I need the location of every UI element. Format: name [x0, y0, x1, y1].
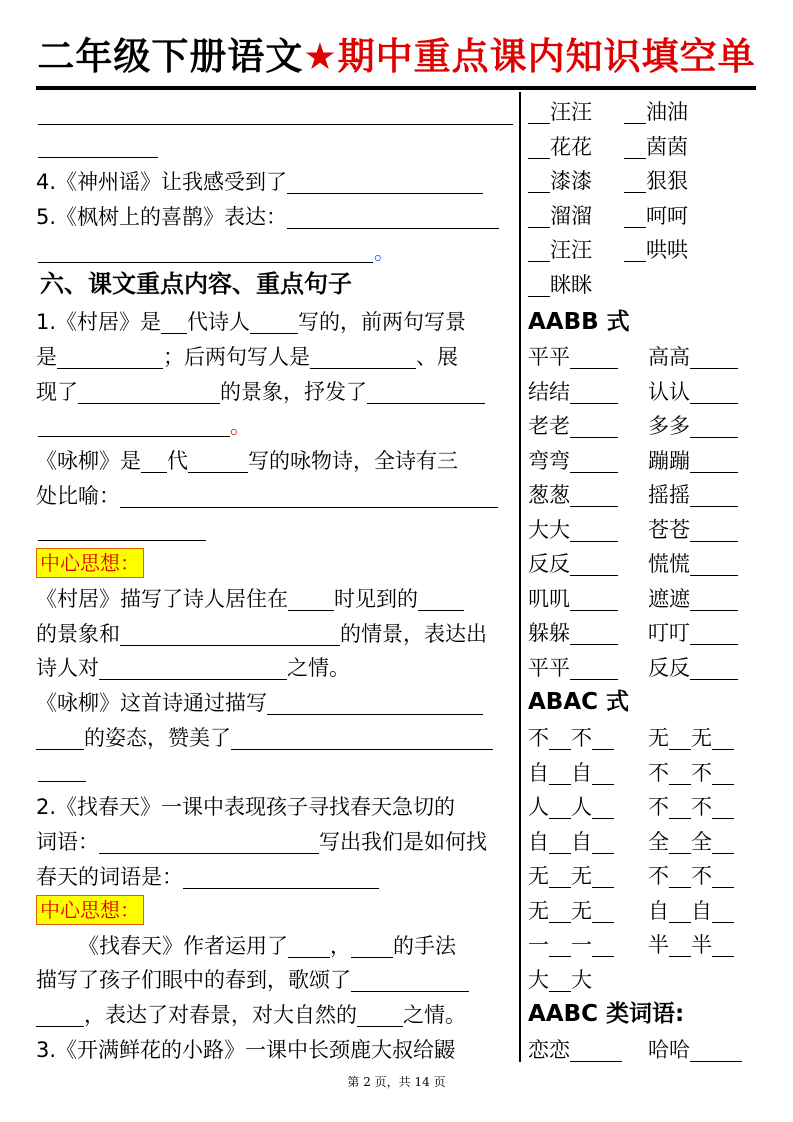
word-text: 花花 [550, 134, 592, 159]
word-text: 汪汪 [550, 100, 592, 124]
answer-blank[interactable] [367, 383, 485, 404]
word-item [528, 968, 592, 992]
word-item [528, 587, 618, 611]
answer-blank[interactable] [570, 417, 618, 438]
answer-blank[interactable] [690, 486, 738, 507]
word-item [648, 899, 734, 923]
answer-blank[interactable] [528, 103, 550, 124]
word-text: 呵呵 [646, 203, 688, 228]
word-item [528, 656, 618, 680]
word-text: 一 [571, 933, 592, 957]
word-item [648, 414, 738, 438]
center-idea-label: 中心思想： [36, 548, 144, 578]
word-item [528, 864, 614, 888]
word-item [648, 621, 738, 645]
answer-blank[interactable] [570, 452, 618, 473]
answer-blank[interactable] [570, 1041, 622, 1062]
word-text: 弯弯 [528, 448, 570, 473]
answer-blank[interactable] [669, 867, 691, 888]
word-text: 葱葱 [528, 483, 570, 507]
answer-blank[interactable] [231, 729, 493, 750]
answer-blank[interactable] [669, 833, 691, 854]
answer-blank[interactable] [141, 452, 167, 473]
answer-blank[interactable] [690, 624, 738, 645]
answer-blank[interactable] [549, 764, 571, 785]
word-item [624, 100, 688, 124]
word-text: 不 [691, 864, 712, 888]
answer-blank[interactable] [549, 936, 571, 957]
word-text: 大 [571, 967, 592, 992]
word-item [648, 587, 738, 611]
word-text: 高高 [648, 345, 690, 369]
word-item [648, 761, 734, 785]
answer-blank[interactable] [624, 172, 646, 193]
answer-blank[interactable] [357, 1006, 403, 1027]
word-text: 眯眯 [550, 272, 592, 297]
answer-blank[interactable] [624, 207, 646, 228]
q1-line: 1.《村居》是 代诗人 写的，前两句写景 [36, 310, 467, 334]
answer-blank[interactable] [712, 798, 734, 819]
answer-blank[interactable] [287, 173, 483, 194]
word-item [528, 345, 618, 369]
word-text: 油油 [646, 100, 688, 124]
q4-line: 4.《神州谣》让我感受到了 [36, 170, 483, 194]
word-item [528, 621, 618, 645]
word-text: 无 [691, 726, 712, 750]
word-item [528, 449, 618, 473]
word-text: 不 [691, 760, 712, 785]
answer-blank[interactable] [690, 590, 738, 611]
answer-blank[interactable] [351, 971, 469, 992]
word-text: 自 [571, 760, 592, 785]
word-item [624, 204, 688, 228]
answer-blank[interactable] [669, 936, 691, 957]
word-item [648, 380, 738, 404]
word-item [648, 795, 734, 819]
answer-blank[interactable] [624, 103, 646, 124]
answer-blank[interactable] [669, 764, 691, 785]
answer-blank[interactable] [690, 659, 738, 680]
word-text: 全 [648, 829, 669, 854]
word-text: 哈哈 [648, 1038, 690, 1062]
word-text: 半 [648, 933, 669, 957]
answer-blank[interactable] [669, 798, 691, 819]
word-text: 叮叮 [648, 621, 690, 645]
word-text: 自 [528, 829, 549, 854]
word-text: 恋恋 [528, 1038, 570, 1062]
answer-blank[interactable] [669, 902, 691, 923]
answer-blank[interactable] [36, 1006, 84, 1027]
answer-blank[interactable] [287, 208, 499, 229]
answer-line[interactable] [38, 436, 230, 437]
word-text: 不 [648, 864, 669, 888]
page-title: 二年级下册语文★期中重点课内知识填空单 [37, 35, 756, 78]
answer-blank[interactable] [592, 902, 614, 923]
word-text: 平平 [528, 345, 570, 369]
answer-blank[interactable] [351, 937, 393, 958]
answer-blank[interactable] [690, 417, 738, 438]
answer-blank[interactable] [712, 833, 734, 854]
word-item [528, 204, 592, 228]
column-divider [519, 92, 521, 1062]
word-item [528, 169, 592, 193]
answer-line[interactable] [38, 262, 373, 263]
section-heading: 六、课文重点内容、重点句子 [40, 270, 352, 298]
word-item [648, 1038, 742, 1062]
word-text: 叽叽 [528, 586, 570, 611]
center-idea-label: 中心思想： [36, 895, 144, 925]
answer-line[interactable] [38, 124, 513, 125]
answer-blank[interactable] [418, 590, 464, 611]
word-text: 自 [528, 760, 549, 785]
word-text: 不 [648, 795, 669, 819]
word-item [528, 414, 618, 438]
word-item [648, 552, 738, 576]
word-text: 大大 [528, 517, 570, 542]
word-item [624, 238, 688, 262]
word-text: 反反 [648, 655, 690, 680]
cunju-idea-line: 的景象和 的情景，表达出 [36, 622, 487, 646]
word-item [648, 483, 738, 507]
word-item [648, 345, 738, 369]
word-item [624, 135, 688, 159]
word-text: 无 [528, 898, 549, 923]
word-text: 自 [648, 898, 669, 923]
answer-blank[interactable] [310, 348, 416, 369]
zhaochuntian-idea-line: 描写了孩子们眼中的春到，歌颂了 [36, 968, 469, 992]
period-mark: 。 [230, 414, 251, 438]
word-text: 一 [528, 933, 549, 957]
word-item [648, 830, 734, 854]
word-item [528, 933, 614, 957]
word-text: 不 [571, 726, 592, 750]
answer-blank[interactable] [690, 452, 738, 473]
word-item [528, 100, 592, 124]
answer-blank[interactable] [669, 729, 691, 750]
q3-line: 3.《开满鲜花的小路》一课中长颈鹿大叔给鼹 [36, 1038, 456, 1062]
answer-blank[interactable] [690, 521, 738, 542]
word-item [528, 899, 614, 923]
answer-blank[interactable] [161, 313, 187, 334]
answer-blank[interactable] [549, 833, 571, 854]
word-item [648, 656, 738, 680]
answer-blank[interactable] [570, 624, 618, 645]
answer-blank[interactable] [57, 348, 163, 369]
word-text: 全 [691, 829, 712, 854]
word-text: 无 [648, 726, 669, 750]
q5-line: 5.《枫树上的喜鹊》表达： [36, 205, 499, 229]
yongliu-idea-line: 的姿态，赞美了 [36, 726, 493, 750]
answer-blank[interactable] [528, 138, 550, 159]
answer-blank[interactable] [188, 452, 248, 473]
answer-blank[interactable] [570, 590, 618, 611]
word-item [528, 761, 614, 785]
abac-heading: ABAC 式 [528, 689, 630, 715]
answer-blank[interactable] [288, 937, 330, 958]
answer-blank[interactable] [690, 1041, 742, 1062]
answer-blank[interactable] [712, 867, 734, 888]
answer-blank[interactable] [570, 521, 618, 542]
answer-blank[interactable] [570, 348, 618, 369]
yongliu-line: 处比喻： [36, 484, 498, 508]
word-item [648, 518, 738, 542]
answer-blank[interactable] [549, 867, 571, 888]
word-item [648, 726, 734, 750]
word-item [528, 830, 614, 854]
answer-blank[interactable] [624, 138, 646, 159]
q2-line: 词语： 写出我们是如何找 [36, 830, 487, 854]
word-item [528, 1038, 622, 1062]
answer-blank[interactable] [592, 798, 614, 819]
answer-blank[interactable] [624, 241, 646, 262]
answer-blank[interactable] [592, 729, 614, 750]
word-text: 无 [528, 864, 549, 888]
word-text: 摇摇 [648, 483, 690, 507]
word-text: 不 [691, 795, 712, 819]
answer-blank[interactable] [712, 902, 734, 923]
word-text: 平平 [528, 655, 570, 680]
answer-blank[interactable] [570, 486, 618, 507]
cunju-idea-line: 诗人对 之情。 [36, 656, 350, 680]
answer-blank[interactable] [528, 207, 550, 228]
word-item [528, 483, 618, 507]
word-text: 自 [571, 829, 592, 854]
word-item [528, 518, 618, 542]
answer-blank[interactable] [99, 833, 319, 854]
answer-blank[interactable] [712, 764, 734, 785]
word-text: 躲躲 [528, 621, 570, 645]
page-footer: 第 2 页，共 14 页 [347, 1075, 446, 1089]
word-text: 老老 [528, 414, 570, 438]
yongliu-line: 《咏柳》是 代 写的咏物诗，全诗有三 [36, 449, 458, 473]
answer-blank[interactable] [528, 276, 550, 297]
aabc-heading: AABC 类词语: [528, 1001, 685, 1027]
answer-blank[interactable] [78, 383, 220, 404]
word-item [648, 449, 738, 473]
word-text: 无 [571, 898, 592, 923]
word-text: 苍苍 [648, 517, 690, 542]
word-text: 人 [528, 795, 549, 819]
word-text: 反反 [528, 552, 570, 576]
word-item [528, 380, 618, 404]
answer-blank[interactable] [592, 833, 614, 854]
word-text: 无 [571, 864, 592, 888]
answer-blank[interactable] [592, 867, 614, 888]
answer-blank[interactable] [183, 868, 379, 889]
answer-blank[interactable] [690, 383, 738, 404]
word-text: 半 [691, 933, 712, 957]
word-item [648, 864, 734, 888]
word-text: 汪汪 [550, 238, 592, 262]
period-mark: 。 [374, 240, 395, 264]
answer-blank[interactable] [570, 659, 618, 680]
word-item [528, 238, 592, 262]
answer-blank[interactable] [690, 348, 738, 369]
answer-blank[interactable] [549, 902, 571, 923]
answer-blank[interactable] [549, 971, 571, 992]
q2-line: 2.《找春天》一课中表现孩子寻找春天急切的 [36, 795, 456, 819]
word-item [528, 552, 618, 576]
word-item [528, 135, 592, 159]
q1-line: 现了 的景象，抒发了 [36, 380, 485, 404]
word-text: 多多 [648, 414, 690, 438]
answer-blank[interactable] [592, 936, 614, 957]
word-text: 茵茵 [646, 134, 688, 159]
answer-blank[interactable] [549, 798, 571, 819]
word-text: 认认 [648, 379, 690, 404]
cunju-idea-line: 《村居》描写了诗人居住在 时见到的 [36, 587, 464, 611]
answer-blank[interactable] [99, 659, 287, 680]
word-text: 溜溜 [550, 203, 592, 228]
answer-blank[interactable] [120, 487, 498, 508]
word-text: 哄哄 [646, 238, 688, 262]
zhaochuntian-idea-line: 《找春天》作者运用了 ， 的手法 [78, 934, 456, 958]
answer-line[interactable] [38, 540, 206, 541]
answer-blank[interactable] [549, 729, 571, 750]
word-text: 结结 [528, 379, 570, 404]
q2-line: 春天的词语是： [36, 865, 379, 889]
aabb-heading: AABB 式 [528, 309, 630, 335]
word-text: 大 [528, 967, 549, 992]
word-text: 蹦蹦 [648, 448, 690, 473]
q1-line: 是 ；后两句写人是 、展 [36, 345, 458, 369]
answer-line[interactable] [38, 781, 86, 782]
answer-blank[interactable] [592, 764, 614, 785]
answer-line[interactable] [38, 157, 158, 158]
word-text: 慌慌 [648, 552, 690, 576]
word-item [528, 273, 592, 297]
word-text: 漆漆 [550, 169, 592, 193]
word-text: 不 [648, 760, 669, 785]
answer-blank[interactable] [267, 694, 483, 715]
word-text: 人 [571, 795, 592, 819]
answer-blank[interactable] [690, 555, 738, 576]
answer-blank[interactable] [288, 590, 334, 611]
answer-blank[interactable] [528, 172, 550, 193]
word-text: 自 [691, 898, 712, 923]
answer-blank[interactable] [570, 383, 618, 404]
zhaochuntian-idea-line: ，表达了对春景，对大自然的 之情。 [36, 1003, 466, 1027]
word-item [528, 795, 614, 819]
answer-blank[interactable] [528, 241, 550, 262]
yongliu-idea-line: 《咏柳》这首诗通过描写 [36, 691, 483, 715]
word-text: 不 [528, 726, 549, 750]
word-item [648, 933, 734, 957]
answer-blank[interactable] [712, 936, 734, 957]
answer-blank[interactable] [570, 555, 618, 576]
word-text: 狠狠 [646, 169, 688, 193]
answer-blank[interactable] [250, 313, 298, 334]
word-text: 遮遮 [648, 586, 690, 611]
answer-blank[interactable] [712, 729, 734, 750]
word-item [528, 726, 614, 750]
answer-blank[interactable] [120, 625, 340, 646]
answer-blank[interactable] [36, 729, 84, 750]
word-item [624, 169, 688, 193]
title-rule [36, 86, 756, 90]
